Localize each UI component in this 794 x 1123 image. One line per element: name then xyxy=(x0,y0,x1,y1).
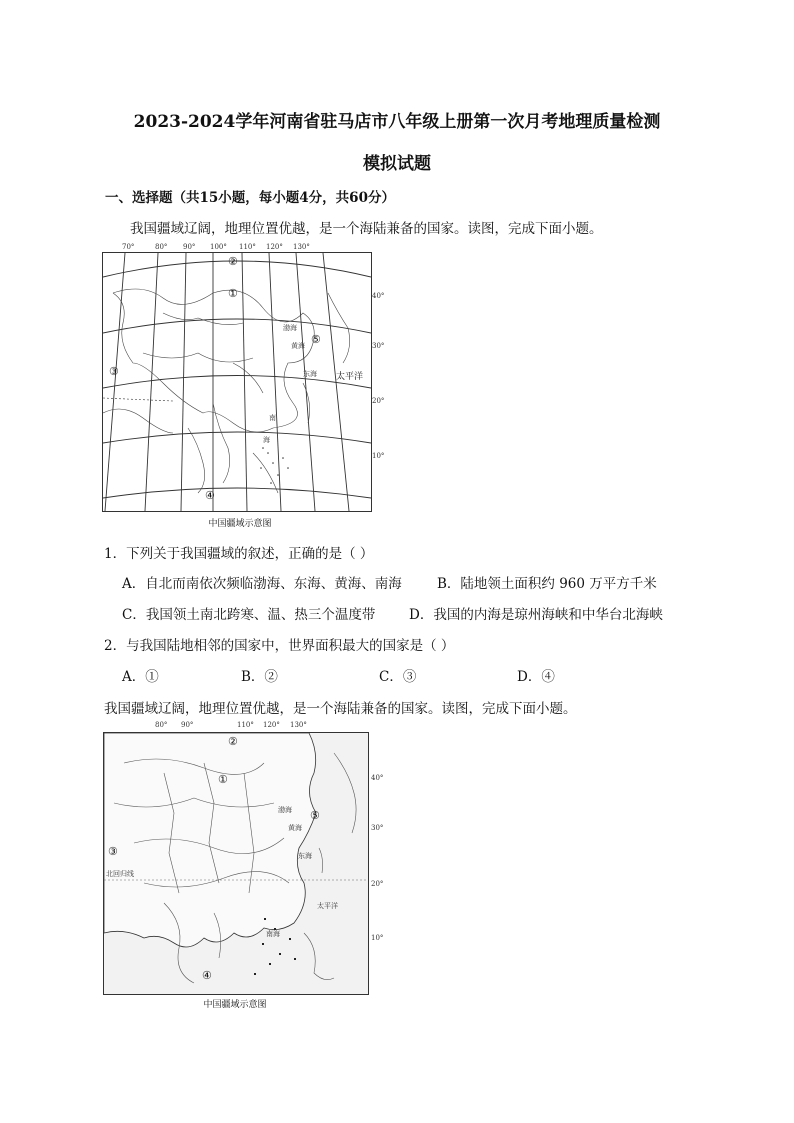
map2-label-donghai: 东海 xyxy=(298,852,312,860)
map1-lon-label: 70° xyxy=(122,243,135,251)
map2-lon-label: 120° xyxy=(263,721,280,729)
map2-lat-label: 40° xyxy=(371,774,384,782)
map2-label-huanghai: 黄海 xyxy=(288,824,302,832)
map1-label-hai: 海 xyxy=(263,436,270,444)
intro-text-2: 我国疆域辽阔，地理位置优越，是一个海陆兼备的国家。读图，完成下面小题。 xyxy=(104,701,577,717)
map1-label-2: ② xyxy=(228,255,238,268)
map-1-frame xyxy=(102,252,372,512)
map-1-figure xyxy=(100,240,390,530)
map1-label-bohai: 渤海 xyxy=(283,324,297,332)
map1-lat-label: 40° xyxy=(372,292,385,300)
map1-lon-label: 80° xyxy=(155,243,168,251)
map2-lon-label: 130° xyxy=(290,721,307,729)
map2-lat-label: 30° xyxy=(371,824,384,832)
map1-label-4: ④ xyxy=(205,489,215,502)
map1-lon-label: 120° xyxy=(266,243,283,251)
question-2-stem: 2．与我国陆地相邻的国家中，世界面积最大的国家是（ ） xyxy=(104,638,455,654)
map2-label-nanhai: 南海 xyxy=(266,930,280,938)
map1-lat-label: 30° xyxy=(372,342,385,350)
map2-label-2: ② xyxy=(228,735,238,748)
question-1-stem: 1．下列关于我国疆域的叙述，正确的是（ ） xyxy=(104,546,374,562)
map1-label-donghai: 东海 xyxy=(303,370,317,378)
map2-label-5: ⑤ xyxy=(310,809,320,822)
map1-lon-label: 110° xyxy=(239,243,256,251)
map-2-frame xyxy=(103,732,369,995)
map1-label-3: ③ xyxy=(109,365,119,378)
map2-lat-label: 10° xyxy=(371,934,384,942)
map2-label-1: ① xyxy=(218,773,228,786)
q2-option-c[interactable]: C．③ xyxy=(379,669,417,685)
q2-option-b[interactable]: B．② xyxy=(241,669,278,685)
map1-lon-label: 90° xyxy=(183,243,196,251)
intro-text-1: 我国疆域辽阔，地理位置优越，是一个海陆兼备的国家。读图，完成下面小题。 xyxy=(130,221,603,237)
map1-lat-label: 10° xyxy=(372,452,385,460)
map2-label-bohai: 渤海 xyxy=(278,806,292,814)
map2-label-3: ③ xyxy=(108,845,118,858)
map1-lon-label: 130° xyxy=(293,243,310,251)
map-2-figure xyxy=(100,718,390,1013)
q1-option-d[interactable]: D．我国的内海是琼州海峡和中华台北海峡 xyxy=(409,607,663,623)
map2-label-tropic: 北回归线 xyxy=(106,870,134,878)
map1-lat-label: 20° xyxy=(372,397,385,405)
map2-lon-label: 90° xyxy=(181,721,194,729)
map2-lon-label: 80° xyxy=(155,721,168,729)
map1-caption: 中国疆域示意图 xyxy=(208,519,272,529)
map1-label-5: ⑤ xyxy=(311,333,321,346)
document-title: 2023-2024学年河南省驻马店市八年级上册第一次月考地理质量检测 xyxy=(133,112,661,132)
map2-lat-label: 20° xyxy=(371,880,384,888)
map1-label-huanghai: 黄海 xyxy=(291,342,305,350)
map1-lon-label: 100° xyxy=(210,243,227,251)
q1-option-b[interactable]: B．陆地领土面积约 960 万平方千米 xyxy=(437,576,657,592)
map1-label-pacific: 太平洋 xyxy=(336,372,364,382)
map2-caption: 中国疆域示意图 xyxy=(203,1000,267,1010)
map1-label-nan: 南 xyxy=(269,414,276,422)
map1-label-1: ① xyxy=(228,287,238,300)
q1-option-c[interactable]: C．我国领土南北跨寒、温、热三个温度带 xyxy=(122,607,376,623)
map2-label-pacific: 太平洋 xyxy=(317,902,338,910)
document-subtitle: 模拟试题 xyxy=(363,154,431,174)
map2-lon-label: 110° xyxy=(237,721,254,729)
q2-option-a[interactable]: A．① xyxy=(122,669,159,685)
section-heading: 一、选择题（共15小题，每小题4分，共60分） xyxy=(105,190,395,206)
map-2-graphic xyxy=(104,733,368,994)
q2-option-d[interactable]: D．④ xyxy=(517,669,555,685)
map2-label-4: ④ xyxy=(202,969,212,982)
q1-option-a[interactable]: A．自北而南依次频临渤海、东海、黄海、南海 xyxy=(122,576,402,592)
